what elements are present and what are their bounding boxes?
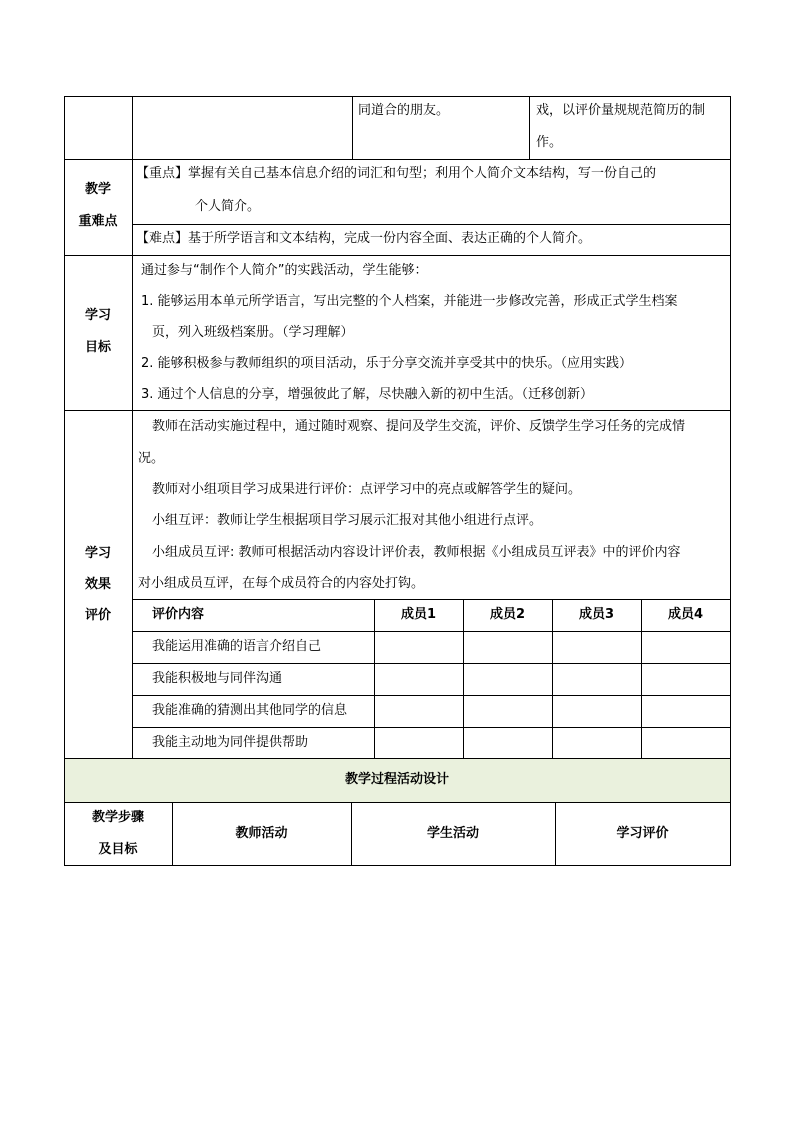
table-border	[64, 410, 731, 411]
table-border	[132, 224, 731, 225]
step-label-line1: 教学步骤	[91, 810, 144, 825]
objective-item2: 2. 能够积极参与教师组织的项目活动，乐于分享交流并享受其中的快乐。（应用实践）	[141, 356, 633, 371]
evaluation-p4-line1: 小组成员互评: 教师可根据活动内容设计评价表，教师根据《小组成员互评表》中的评价内容	[152, 545, 681, 560]
table-border	[529, 96, 530, 159]
table-border	[730, 96, 731, 866]
table-border	[64, 865, 731, 866]
objective-item1-line1: 1. 能够运用本单元所学语言，写出完整的个人档案，并能进一步修改完善，形成正式学生档案	[141, 294, 678, 309]
evaluation-p1-line2: 况。	[138, 451, 165, 466]
objectives-intro: 通过参与“制作个人简介”的实践活动，学生能够：	[141, 263, 428, 278]
step-label-line2: 及目标	[98, 842, 138, 857]
table-border	[132, 96, 133, 758]
table-border	[64, 159, 731, 160]
key-points-label-line1: 教学	[84, 182, 111, 197]
evaluation-p3: 小组互评：教师让学生根据项目学习展示汇报对其他小组进行点评。	[152, 513, 543, 528]
top-row-col3-text: 同道合的朋友。	[358, 103, 450, 118]
table-border	[64, 758, 731, 759]
student-activity-header: 学生活动	[426, 826, 479, 841]
top-row-col4-line2: 作。	[536, 135, 563, 150]
table-border	[64, 255, 731, 256]
peer-table-row: 我能积极地与同伴沟通	[152, 671, 283, 686]
peer-table-row: 我能主动地为同伴提供帮助	[152, 735, 309, 750]
table-border	[64, 802, 731, 803]
table-border	[64, 96, 65, 866]
evaluation-label-line1: 学习	[84, 546, 111, 561]
objective-item3: 3. 通过个人信息的分享，增强彼此了解，尽快融入新的初中生活。（迁移创新）	[141, 387, 594, 402]
focus-line2: 个人简介。	[195, 199, 261, 214]
key-points-label-line2: 重难点	[78, 214, 118, 229]
peer-table-header-member4: 成员4	[667, 607, 704, 622]
peer-table-header-member1: 成员1	[400, 607, 437, 622]
table-border	[64, 96, 731, 97]
peer-table-row: 我能运用准确的语言介绍自己	[152, 639, 322, 654]
peer-table-header-content: 评价内容	[152, 607, 205, 622]
objective-item1-line2: 页，列入班级档案册。（学习理解）	[152, 325, 354, 340]
peer-table-header-member3: 成员3	[578, 607, 615, 622]
evaluation-label-line2: 效果	[84, 577, 111, 592]
objectives-label-line2: 目标	[84, 340, 111, 355]
table-border	[352, 96, 353, 159]
top-row-col4-line1: 戏，以评价量规规范简历的制	[536, 103, 706, 118]
evaluation-p4-line2: 对小组成员互评，在每个成员符合的内容处打钩。	[138, 576, 425, 591]
process-title: 教学过程活动设计	[344, 772, 449, 787]
learning-assessment-header: 学习评价	[616, 826, 669, 841]
evaluation-label-line3: 评价	[84, 608, 111, 623]
objectives-label-line1: 学习	[84, 308, 111, 323]
focus-line1: 【重点】掌握有关自己基本信息介绍的词汇和句型；利用个人简介文本结构，写一份自己的	[136, 166, 657, 181]
teacher-activity-header: 教师活动	[235, 826, 288, 841]
peer-table-row: 我能准确的猜测出其他同学的信息	[152, 703, 348, 718]
evaluation-p1-line1: 教师在活动实施过程中，通过随时观察、提问及学生交流，评价、反馈学生学习任务的完成情	[152, 419, 686, 434]
difficulty-text: 【难点】基于所学语言和文本结构，完成一份内容全面、表达正确的个人简介。	[136, 231, 592, 246]
evaluation-p2: 教师对小组项目学习成果进行评价：点评学习中的亮点或解答学生的疑问。	[152, 482, 582, 497]
peer-table-header-member2: 成员2	[489, 607, 526, 622]
